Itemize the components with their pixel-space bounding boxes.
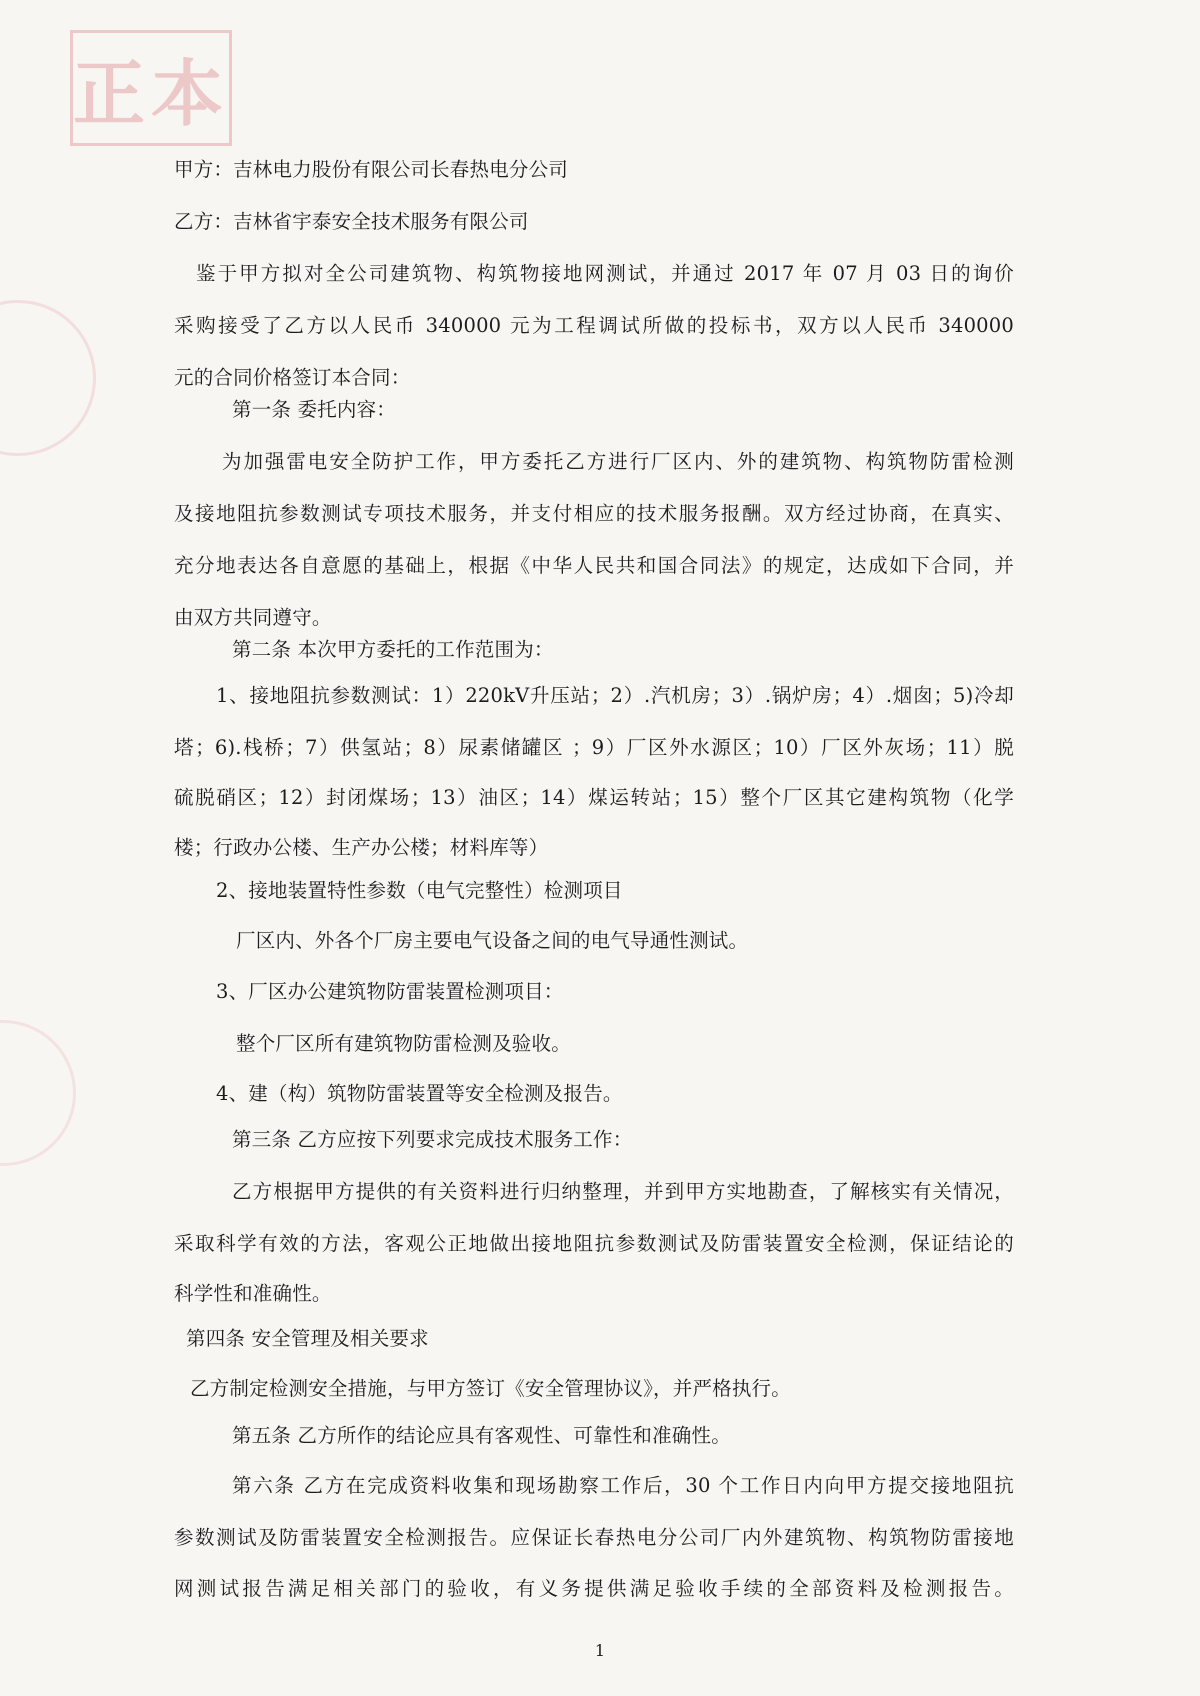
text-line: 1、接地阻抗参数测试：1）220kV升压站；2）.汽机房；3）.锅炉房；4）.烟囱；5)冷却 bbox=[216, 684, 1014, 707]
text-line: 4、建（构）筑物防雷装置等安全检测及报告。 bbox=[216, 1082, 623, 1105]
text-line: 甲方：吉林电力股份有限公司长春热电分公司 bbox=[174, 158, 569, 181]
text-line: 参数测试及防雷装置安全检测报告。应保证长春热电分公司厂内外建筑物、构筑物防雷接地 bbox=[174, 1526, 1014, 1549]
text-line: 采取科学有效的方法，客观公正地做出接地阻抗参数测试及防雷装置安全检测，保证结论的 bbox=[174, 1232, 1014, 1255]
text-line: 第六条 乙方在完成资料收集和现场勘察工作后，30 个工作日内向甲方提交接地阻抗 bbox=[232, 1474, 1014, 1497]
text-line: 及接地阻抗参数测试专项技术服务，并支付相应的技术服务报酬。双方经过协商，在真实、 bbox=[174, 502, 1014, 525]
text-line: 元的合同价格签订本合同： bbox=[174, 366, 411, 389]
text-line: 网测试报告满足相关部门的验收，有义务提供满足验收手续的全部资料及检测报告。 bbox=[174, 1577, 1014, 1600]
text-line: 整个厂区所有建筑物防雷检测及验收。 bbox=[236, 1032, 571, 1055]
text-line: 第一条 委托内容： bbox=[232, 398, 396, 421]
text-line: 鉴于甲方拟对全公司建筑物、构筑物接地网测试，并通过 2017 年 07 月 03 日的询价 bbox=[196, 262, 1014, 285]
text-line: 第五条 乙方所作的结论应具有客观性、可靠性和准确性。 bbox=[232, 1424, 731, 1447]
original-copy-stamp: 正本 bbox=[70, 30, 232, 146]
text-line: 第四条 安全管理及相关要求 bbox=[186, 1327, 429, 1350]
text-line: 第三条 乙方应按下列要求完成技术服务工作： bbox=[232, 1128, 633, 1151]
text-line: 楼；行政办公楼、生产办公楼；材料库等） bbox=[174, 836, 549, 859]
text-line: 第二条 本次甲方委托的工作范围为： bbox=[232, 638, 554, 661]
text-line: 科学性和准确性。 bbox=[174, 1282, 332, 1305]
page-number: 1 bbox=[594, 1641, 606, 1660]
text-line: 硫脱硝区；12）封闭煤场；13）油区；14）煤运转站；15）整个厂区其它建构筑物（化学 bbox=[174, 786, 1014, 809]
text-line: 厂区内、外各个厂房主要电气设备之间的电气导通性测试。 bbox=[236, 929, 749, 952]
text-line: 为加强雷电安全防护工作，甲方委托乙方进行厂区内、外的建筑物、构筑物防雷检测 bbox=[222, 450, 1014, 473]
text-line: 乙方根据甲方提供的有关资料进行归纳整理，并到甲方实地勘查，了解核实有关情况， bbox=[232, 1180, 1014, 1203]
text-line: 乙方制定检测安全措施，与甲方签订《安全管理协议》，并严格执行。 bbox=[190, 1377, 791, 1400]
seal-mark bbox=[0, 300, 96, 456]
text-line: 充分地表达各自意愿的基础上，根据《中华人民共和国合同法》的规定，达成如下合同，并 bbox=[174, 554, 1014, 577]
seal-mark bbox=[0, 1020, 76, 1166]
text-line: 2、接地装置特性参数（电气完整性）检测项目 bbox=[216, 879, 623, 902]
text-line: 乙方：吉林省宇泰安全技术服务有限公司 bbox=[174, 210, 529, 233]
text-line: 采购接受了乙方以人民币 340000 元为工程调试所做的投标书，双方以人民币 340000 bbox=[174, 314, 1014, 337]
text-line: 塔；6).栈桥；7）供氢站；8）尿素储罐区 ；9）厂区外水源区；10）厂区外灰场；11）脱 bbox=[174, 736, 1014, 759]
text-line: 3、厂区办公建筑物防雷装置检测项目： bbox=[216, 980, 564, 1003]
text-line: 由双方共同遵守。 bbox=[174, 606, 332, 629]
